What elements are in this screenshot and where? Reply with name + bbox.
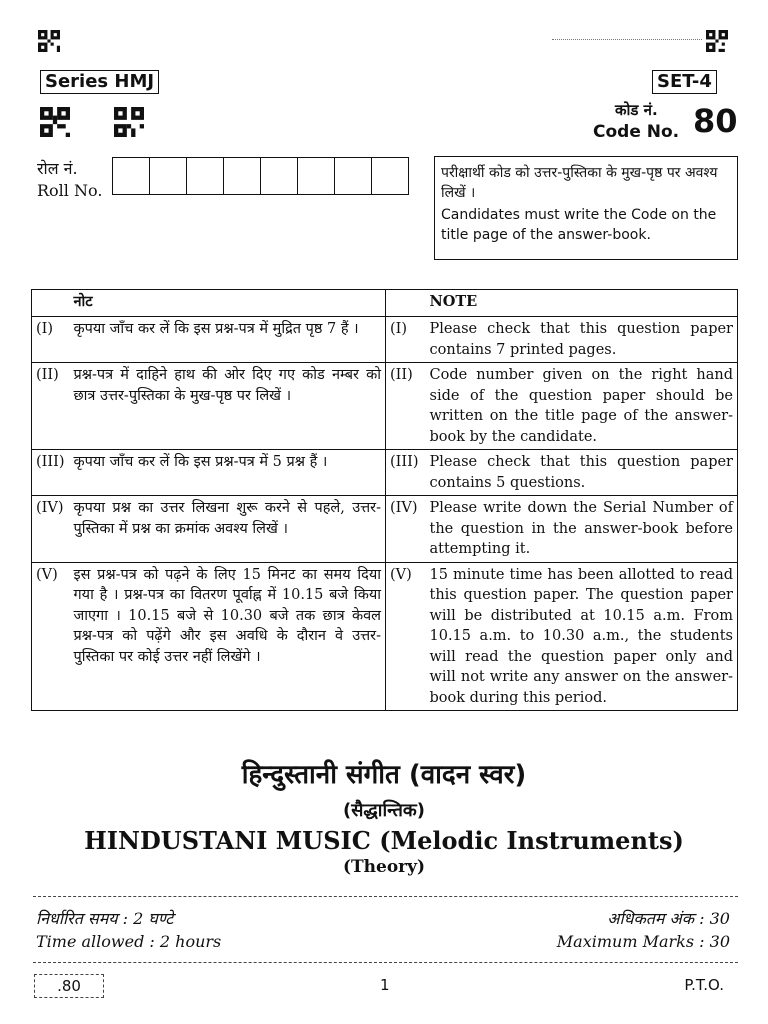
roll-box[interactable]	[261, 158, 298, 194]
notes-header-row	[32, 290, 738, 317]
max-marks-hindi: अधिकतम अंक : 30	[607, 909, 730, 928]
note-row	[32, 562, 738, 711]
note-number: (II)	[32, 363, 70, 450]
note-number: (III)	[386, 450, 426, 496]
notes-table	[31, 289, 738, 711]
set-label: SET-4	[652, 70, 717, 94]
note-english: Please check that this question paper contains 5 questions.	[426, 450, 738, 496]
roll-number-boxes[interactable]	[112, 157, 409, 195]
notes-heading-hindi: नोट	[70, 290, 386, 317]
note-number: (V)	[32, 562, 70, 711]
note-number: (III)	[32, 450, 70, 496]
code-label-hindi: कोड नं.	[615, 101, 658, 119]
divider-top	[33, 896, 738, 897]
note-row	[32, 363, 738, 450]
divider-bottom	[33, 962, 738, 963]
title-english: HINDUSTANI MUSIC (Melodic Instruments)	[84, 826, 684, 855]
note-english: Please write down the Serial Number of the question in the answer-book before attempting it.	[426, 496, 738, 563]
roll-box[interactable]	[372, 158, 408, 194]
code-number: 80	[693, 102, 738, 140]
max-marks-english: Maximum Marks : 30	[556, 932, 730, 951]
qr-code-top-left	[38, 30, 60, 52]
qr-code-left-2	[114, 107, 144, 137]
qr-code-left-1	[40, 107, 70, 137]
notice-hindi: परीक्षार्थी कोड को उत्तर-पुस्तिका के मुख-पृष्ठ पर अवश्य लिखें ।	[441, 165, 718, 201]
roll-box[interactable]	[335, 158, 372, 194]
note-number: (I)	[386, 317, 426, 363]
note-number: (II)	[386, 363, 426, 450]
note-hindi: कृपया प्रश्न का उत्तर लिखना शुरू करने से पहले, उत्तर-पुस्तिका में प्रश्न का क्रमांक अवश्य लिखें ।	[70, 496, 386, 563]
dotted-line-top	[552, 39, 702, 40]
note-number: (I)	[32, 317, 70, 363]
note-english: Please check that this question paper contains 7 printed pages.	[426, 317, 738, 363]
notice-english: Candidates must write the Code on the title page of the answer-book.	[441, 207, 717, 243]
note-english: 15 minute time has been allotted to read this question paper. The question paper will be distributed at 10.15 a.m. From 10.15 a.m. to 10.30 a.m., the students will read the question paper only and will not write any answer on the answer-book during this period.	[426, 562, 738, 711]
pto-label: P.T.O.	[684, 976, 724, 994]
note-hindi: कृपया जाँच कर लें कि इस प्रश्न-पत्र में 5 प्रश्न हैं ।	[70, 450, 386, 496]
footer-code-text: .80	[57, 977, 81, 995]
roll-box[interactable]	[187, 158, 224, 194]
note-number: (V)	[386, 562, 426, 711]
roll-box[interactable]	[224, 158, 261, 194]
candidate-notice	[434, 156, 738, 260]
subtitle-hindi: (सैद्धान्तिक)	[343, 800, 425, 821]
title-hindi: हिन्दुस्तानी संगीत (वादन स्वर)	[241, 760, 527, 790]
time-allowed-hindi: निर्धारित समय : 2 घण्टे	[36, 909, 174, 928]
note-row	[32, 496, 738, 563]
note-english: Code number given on the right hand side of the question paper should be written on the title page of the answer-book by the candidate.	[426, 363, 738, 450]
note-hindi: प्रश्न-पत्र में दाहिने हाथ की ओर दिए गए कोड नम्बर को छात्र उत्तर-पुस्तिका के मुख-पृष्ठ पर लिखें ।	[70, 363, 386, 450]
roll-label-english: Roll No.	[37, 181, 103, 200]
qr-code-top-right	[706, 30, 728, 52]
note-row	[32, 317, 738, 363]
subtitle-english: (Theory)	[342, 857, 426, 877]
roll-box[interactable]	[113, 158, 150, 194]
roll-box[interactable]	[298, 158, 335, 194]
roll-label-hindi: रोल नं.	[37, 159, 78, 178]
note-row	[32, 450, 738, 496]
series-label: Series HMJ	[40, 70, 159, 94]
footer-code	[34, 974, 104, 998]
note-hindi: इस प्रश्न-पत्र को पढ़ने के लिए 15 मिनट का समय दिया गया है । प्रश्न-पत्र का वितरण पूर्वाह्न में 10.15 बजे किया जाएगा । 10.15 बजे से 10.30 बजे तक छात्र केवल प्रश्न-पत्र को पढ़ेंगे और इस अवधि के दौरान वे उत्तर-पुस्तिका पर कोई उत्तर नहीं लिखेंगे ।	[70, 562, 386, 711]
note-hindi: कृपया जाँच कर लें कि इस प्रश्न-पत्र में मुद्रित पृष्ठ 7 हैं ।	[70, 317, 386, 363]
note-number: (IV)	[32, 496, 70, 563]
page-number: 1	[380, 976, 390, 994]
time-allowed-english: Time allowed : 2 hours	[36, 932, 222, 951]
roll-box[interactable]	[150, 158, 187, 194]
note-number: (IV)	[386, 496, 426, 563]
notes-heading-english: NOTE	[426, 290, 738, 317]
code-label-english: Code No.	[593, 122, 680, 142]
